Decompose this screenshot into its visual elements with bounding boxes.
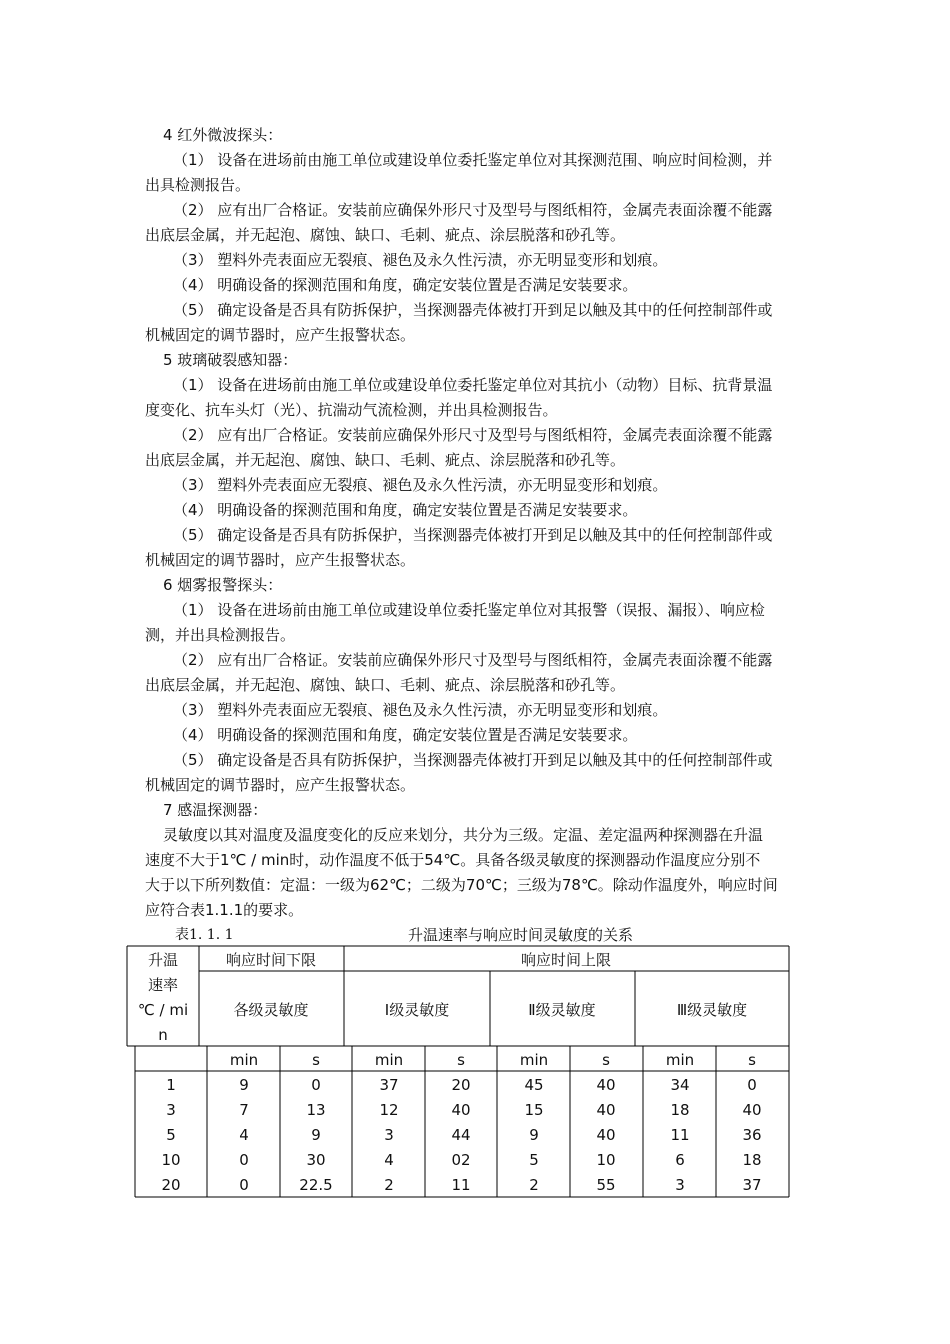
- table-cell: 11: [451, 1176, 471, 1194]
- table-cell: 5: [166, 1126, 176, 1144]
- rate-header-line: ℃ / mi: [137, 1001, 189, 1019]
- table-cell: 9: [311, 1126, 321, 1144]
- table-cell: 44: [451, 1126, 471, 1144]
- text-line: 出底层金属，并无起泡、腐蚀、缺口、毛刺、疵点、涂层脱落和砂孔等。: [145, 226, 626, 244]
- text-line: 出底层金属，并无起泡、腐蚀、缺口、毛刺、疵点、涂层脱落和砂孔等。: [145, 451, 626, 469]
- table-cell: 45: [524, 1076, 544, 1094]
- table-cell: 20: [161, 1176, 181, 1194]
- table-cell: 0: [239, 1151, 249, 1169]
- table-cell: 02: [451, 1151, 471, 1169]
- text-line: （4） 明确设备的探测范围和角度，确定安装位置是否满足安装要求。: [173, 276, 638, 294]
- unit-s: s: [748, 1051, 756, 1069]
- table-cell: 6: [675, 1151, 685, 1169]
- table-cell: 3: [166, 1101, 176, 1119]
- text-line: 测，并出具检测报告。: [145, 626, 296, 644]
- text-line: 机械固定的调节器时，应产生报警状态。: [145, 551, 416, 569]
- unit-min: min: [374, 1051, 404, 1069]
- level-1-header: Ⅰ级灵敏度: [384, 1001, 450, 1019]
- text-line: 灵敏度以其对温度及温度变化的反应来划分，共分为三级。定温、差定温两种探测器在升温: [163, 826, 764, 844]
- text-line: 机械固定的调节器时，应产生报警状态。: [145, 776, 416, 794]
- text-line: （5） 确定设备是否具有防拆保护，当探测器壳体被打开到足以触及其中的任何控制部件或: [173, 751, 773, 769]
- table-cell: 37: [742, 1176, 762, 1194]
- table-cell: 7: [239, 1101, 249, 1119]
- text-line: （3） 塑料外壳表面应无裂痕、褪色及永久性污渍，亦无明显变形和划痕。: [173, 251, 668, 269]
- table-cell: 0: [239, 1176, 249, 1194]
- text-line: （3） 塑料外壳表面应无裂痕、褪色及永久性污渍，亦无明显变形和划痕。: [173, 476, 668, 494]
- table-number: 表1. 1. 1: [175, 927, 234, 943]
- rate-header-line: 升温: [147, 951, 179, 969]
- table-cell: 9: [239, 1076, 249, 1094]
- table-cell: 18: [742, 1151, 762, 1169]
- text-line: 5 玻璃破裂感知器：: [163, 351, 298, 369]
- level-2-header: Ⅱ级灵敏度: [528, 1001, 596, 1019]
- table-cell: 15: [524, 1101, 544, 1119]
- text-line: （4） 明确设备的探测范围和角度，确定安装位置是否满足安装要求。: [173, 501, 638, 519]
- table-cell: 11: [670, 1126, 690, 1144]
- table-cell: 1: [166, 1076, 176, 1094]
- table-cell: 40: [742, 1101, 762, 1119]
- text-line: 速度不大于1℃ / min时，动作温度不低于54℃。具备各级灵敏度的探测器动作温度应分别不: [145, 851, 761, 869]
- table-cell: 13: [306, 1101, 326, 1119]
- unit-s: s: [312, 1051, 320, 1069]
- text-line: 出具检测报告。: [145, 176, 251, 194]
- text-line: （5） 确定设备是否具有防拆保护，当探测器壳体被打开到足以触及其中的任何控制部件或: [173, 526, 773, 544]
- table-cell: 2: [384, 1176, 394, 1194]
- lower-limit-header: 响应时间下限: [225, 951, 317, 969]
- table-cell: 22.5: [299, 1176, 333, 1194]
- table-cell: 34: [670, 1076, 690, 1094]
- text-line: 7 感温探测器：: [163, 801, 268, 819]
- text-line: （1） 设备在进场前由施工单位或建设单位委托鉴定单位对其抗小（动物）目标、抗背景温: [173, 376, 773, 394]
- text-line: （2） 应有出厂合格证。安装前应确保外形尺寸及型号与图纸相符，金属壳表面涂覆不能露: [173, 201, 773, 219]
- table-cell: 10: [596, 1151, 616, 1169]
- text-line: （1） 设备在进场前由施工单位或建设单位委托鉴定单位对其探测范围、响应时间检测，并: [173, 151, 773, 169]
- table-cell: 18: [670, 1101, 690, 1119]
- table-cell: 3: [675, 1176, 685, 1194]
- table-cell: 20: [451, 1076, 471, 1094]
- text-line: （3） 塑料外壳表面应无裂痕、褪色及永久性污渍，亦无明显变形和划痕。: [173, 701, 668, 719]
- unit-s: s: [457, 1051, 465, 1069]
- table-cell: 40: [596, 1076, 616, 1094]
- text-line: 应符合表1.1.1的要求。: [145, 901, 304, 919]
- unit-min: min: [519, 1051, 549, 1069]
- all-levels-header: 各级灵敏度: [233, 1001, 309, 1019]
- text-line: 度变化、抗车头灯（光）、抗湍动气流检测，并出具检测报告。: [145, 401, 558, 419]
- table-cell: 37: [379, 1076, 399, 1094]
- level-3-header: Ⅲ级灵敏度: [676, 1001, 748, 1019]
- table-cell: 30: [306, 1151, 326, 1169]
- table-cell: 4: [384, 1151, 394, 1169]
- table-cell: 40: [451, 1101, 471, 1119]
- table-cell: 40: [596, 1101, 616, 1119]
- text-line: 大于以下所列数值：定温：一级为62℃；二级为70℃；三级为78℃。除动作温度外，响应时间: [145, 876, 778, 894]
- table-cell: 2: [529, 1176, 539, 1194]
- rate-header-line: n: [158, 1026, 168, 1044]
- table-cell: 4: [239, 1126, 249, 1144]
- table-cell: 3: [384, 1126, 394, 1144]
- table-cell: 36: [742, 1126, 762, 1144]
- text-line: （2） 应有出厂合格证。安装前应确保外形尺寸及型号与图纸相符，金属壳表面涂覆不能露: [173, 651, 773, 669]
- text-line: 4 红外微波探头：: [163, 126, 283, 144]
- upper-limit-header: 响应时间上限: [520, 951, 612, 969]
- text-line: 机械固定的调节器时，应产生报警状态。: [145, 326, 416, 344]
- table-cell: 0: [311, 1076, 321, 1094]
- table-cell: 5: [529, 1151, 539, 1169]
- unit-min: min: [229, 1051, 259, 1069]
- table-cell: 10: [161, 1151, 181, 1169]
- text-line: （2） 应有出厂合格证。安装前应确保外形尺寸及型号与图纸相符，金属壳表面涂覆不能露: [173, 426, 773, 444]
- table-title: 升温速率与响应时间灵敏度的关系: [408, 926, 634, 944]
- table-cell: 0: [747, 1076, 757, 1094]
- table-cell: 12: [379, 1101, 399, 1119]
- text-line: 6 烟雾报警探头：: [163, 576, 283, 594]
- text-line: （4） 明确设备的探测范围和角度，确定安装位置是否满足安装要求。: [173, 726, 638, 744]
- text-line: （5） 确定设备是否具有防拆保护，当探测器壳体被打开到足以触及其中的任何控制部件或: [173, 301, 773, 319]
- text-line: 出底层金属，并无起泡、腐蚀、缺口、毛刺、疵点、涂层脱落和砂孔等。: [145, 676, 626, 694]
- table-cell: 9: [529, 1126, 539, 1144]
- unit-min: min: [665, 1051, 695, 1069]
- table-cell: 40: [596, 1126, 616, 1144]
- rate-header-line: 速率: [147, 976, 179, 994]
- text-line: （1） 设备在进场前由施工单位或建设单位委托鉴定单位对其报警（误报、漏报）、响应检: [173, 601, 765, 619]
- table-body: [161, 1076, 761, 1194]
- table-cell: 55: [596, 1176, 616, 1194]
- unit-s: s: [602, 1051, 610, 1069]
